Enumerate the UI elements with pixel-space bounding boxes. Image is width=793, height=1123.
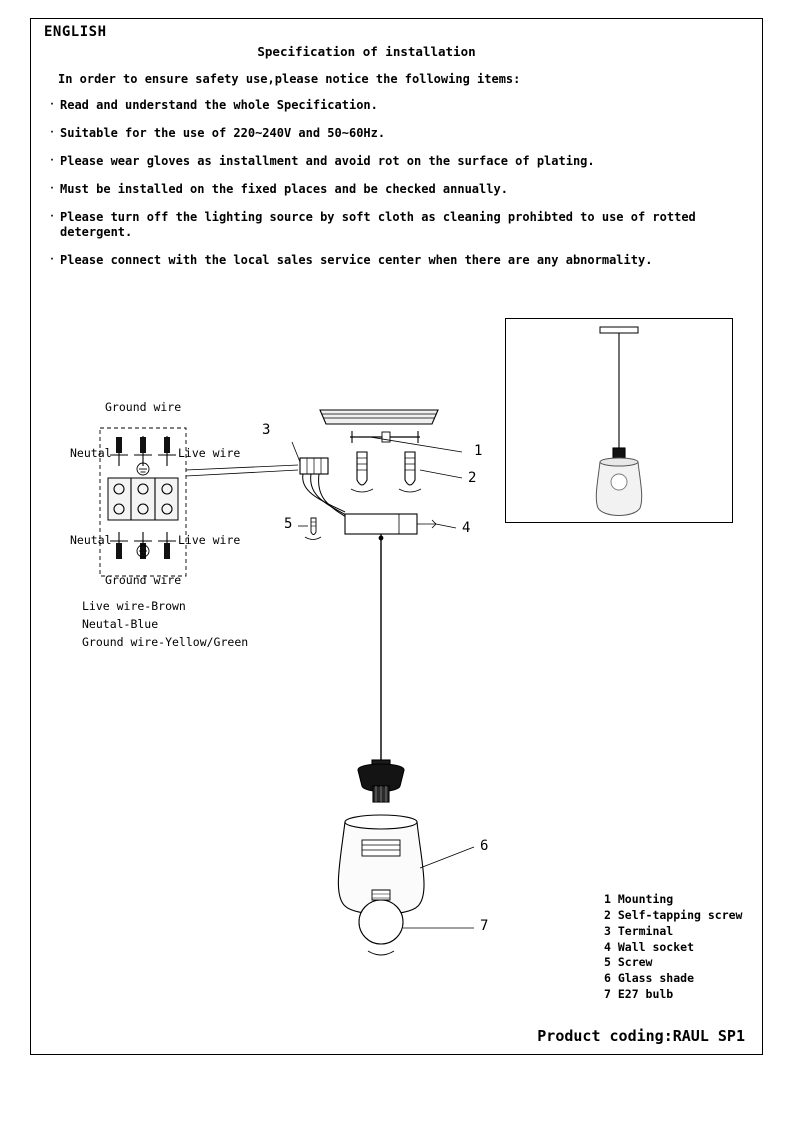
label-live-wire-top: Live wire	[178, 446, 241, 460]
parts-list-item: 1 Mounting	[604, 892, 674, 906]
list-item	[44, 126, 754, 141]
product-photo-box	[505, 318, 733, 523]
legend-item: Live wire-Brown	[82, 599, 186, 613]
callout-7: 7	[480, 918, 489, 934]
wire-color-legend	[82, 598, 248, 651]
bullet-marker-icon: ·	[48, 99, 56, 110]
bullet-marker-icon: ·	[48, 155, 56, 166]
label-ground-wire-bottom: Ground wire	[105, 573, 182, 587]
parts-list-item: 3 Terminal	[604, 923, 674, 938]
callout-4: 4	[462, 520, 471, 536]
callout-1: 1	[474, 443, 483, 459]
intro-text: In order to ensure safety use,please notice the following items:	[58, 72, 521, 86]
list-item-text: Must be installed on the fixed places and be checked annually.	[60, 182, 508, 196]
parts-list	[604, 892, 742, 1003]
callout-3: 3	[262, 422, 271, 438]
parts-list-item: 7 E27 bulb	[604, 987, 674, 1002]
list-item	[44, 253, 754, 268]
language-label: ENGLISH	[44, 24, 107, 40]
instruction-list	[44, 98, 754, 281]
bullet-marker-icon: ·	[48, 254, 56, 265]
list-item-text: Please wear gloves as installment and avoid rot on the surface of plating.	[60, 154, 595, 168]
list-item-text: Please turn off the lighting source by soft cloth as cleaning prohibted to use of rotted detergent.	[60, 210, 696, 239]
label-ground-wire-top: Ground wire	[105, 400, 182, 414]
list-item-text: Please connect with the local sales service center when there are any abnormality.	[60, 253, 653, 267]
callout-6: 6	[480, 838, 489, 854]
legend-item: Ground wire-Yellow/Green	[82, 634, 249, 649]
parts-list-item: 6 Glass shade	[604, 971, 695, 986]
page-title: Specification of installation	[257, 44, 476, 59]
list-item-text: Suitable for the use of 220~240V and 50~60Hz.	[60, 126, 386, 140]
callout-2: 2	[468, 470, 477, 486]
legend-item: Neutal-Blue	[82, 616, 159, 631]
bullet-marker-icon: ·	[48, 127, 56, 138]
label-neutral-top: Neutal	[70, 446, 112, 460]
parts-list-item: 2 Self-tapping screw	[604, 907, 743, 922]
list-item-text: Read and understand the whole Specification.	[60, 98, 378, 112]
list-item	[44, 182, 754, 197]
list-item	[44, 98, 754, 113]
parts-list-item: 4 Wall socket	[604, 939, 695, 954]
callout-5: 5	[284, 516, 293, 532]
parts-list-item: 5 Screw	[604, 955, 653, 970]
bullet-marker-icon: ·	[48, 183, 56, 194]
product-coding: Product coding:RAUL SP1	[537, 1027, 745, 1045]
list-item	[44, 210, 754, 240]
label-neutral-bottom: Neutal	[70, 533, 112, 547]
bullet-marker-icon: ·	[48, 211, 56, 222]
list-item	[44, 154, 754, 169]
label-live-wire-bottom: Live wire	[178, 533, 241, 547]
